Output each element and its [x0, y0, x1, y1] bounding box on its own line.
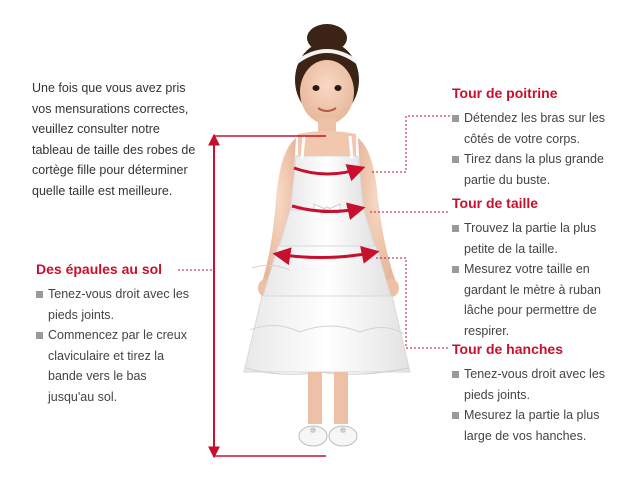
- instruction-list: [452, 108, 612, 190]
- section-shoulders-to-floor: [36, 260, 196, 407]
- list-item: Mesurez votre taille en gardant le mètre à ruban lâche pour permettre de respirer.: [452, 259, 612, 341]
- section-title: Tour de taille: [452, 195, 539, 211]
- list-item: Tenez-vous droit avec les pieds joints.: [452, 364, 612, 405]
- face: [300, 60, 354, 124]
- list-item: Tirez dans la plus grande partie du buste.: [452, 149, 612, 190]
- section-waist: [452, 194, 612, 341]
- instruction-list: [452, 218, 612, 341]
- section-title: Des épaules au sol: [36, 261, 163, 277]
- instruction-list: [36, 284, 196, 407]
- dress-bodice: [290, 156, 364, 212]
- dress-skirt: [244, 210, 410, 374]
- list-item: Détendez les bras sur les côtés de votre corps.: [452, 108, 612, 149]
- section-title: Tour de poitrine: [452, 85, 558, 101]
- list-item: Tenez-vous droit avec les pieds joints.: [36, 284, 196, 325]
- legs: [308, 372, 348, 424]
- list-item: Mesurez la partie la plus large de vos hanches.: [452, 405, 612, 446]
- chest: [298, 131, 356, 158]
- section-hips: [452, 340, 612, 446]
- instruction-list: [452, 364, 612, 446]
- list-item: Trouvez la partie la plus petite de la taille.: [452, 218, 612, 259]
- list-item: Commencez par le creux claviculaire et tirez la bande vers le bas jusqu'au sol.: [36, 325, 196, 407]
- section-title: Tour de hanches: [452, 341, 563, 357]
- shoes: [299, 426, 357, 446]
- section-chest: [452, 84, 612, 190]
- intro-text: Une fois que vous avez pris vos mensurations correctes, veuillez consulter notre tableau de taille des robes de cortège fille pour déterminer quelle taille est meilleure.: [32, 81, 196, 198]
